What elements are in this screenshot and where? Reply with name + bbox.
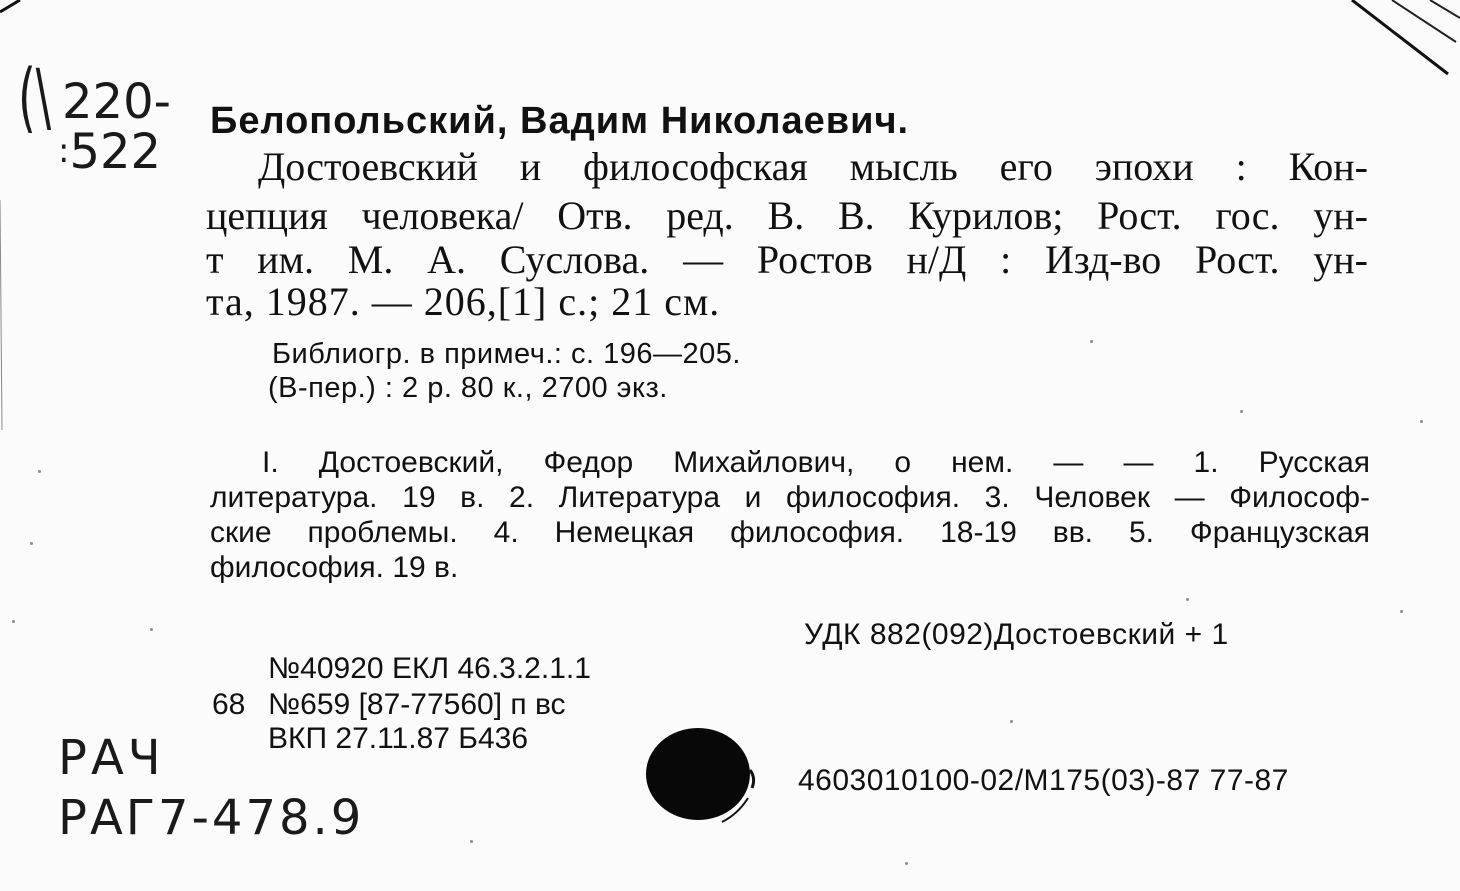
call-number-line1: 220- (62, 74, 171, 130)
title-line-1: Достоевский и философская мысль его эпохи : Кон- (258, 144, 1368, 189)
catalog-line-2: №659 [87-77560] п вс (268, 688, 566, 721)
subject-line-1: I. Достоевский, Федор Михайлович, о нем. — — 1. Русская (262, 446, 1370, 479)
subject-line-2: литература. 19 в. 2. Литература и философия. 3. Человек — Философ- (210, 481, 1370, 514)
code-line: 4603010100-02/М175(03)-87 77-87 (798, 764, 1289, 797)
title-line-3: т им. М. А. Суслова. — Ростов н/Д : Изд-во Рост. ун- (206, 237, 1368, 282)
note-bibliography: Библиогр. в примеч.: с. 196—205. (272, 338, 741, 370)
catalog-line-2-prefix: 68 (212, 688, 246, 721)
author-heading: Белопольский, Вадим Николаевич. (210, 100, 910, 142)
catalog-line-3: ВКП 27.11.87 Б436 (268, 722, 529, 755)
title-line-4: та, 1987. — 206,[1] с.; 21 см. (206, 279, 721, 324)
call-number-bracket: (\ (18, 52, 52, 141)
udk-classification: УДК 882(092)Достоевский + 1 (804, 618, 1229, 651)
note-binding-price: (В-пер.) : 2 р. 80 к., 2700 экз. (268, 372, 668, 404)
catalog-line-1: №40920 ЕКЛ 46.3.2.1.1 (268, 652, 591, 685)
handwritten-mark-2: РАГ7-478.9 (58, 790, 365, 846)
punch-hole (640, 722, 780, 832)
call-number-line2: :522 (58, 124, 162, 180)
call-number-line2-value: 522 (69, 124, 162, 180)
subject-line-4: философия. 19 в. (210, 551, 459, 584)
title-line-2: цепция человека/ Отв. ред. В. В. Курилов; Рост. гос. ун- (206, 193, 1368, 238)
subject-line-3: ские проблемы. 4. Немецкая философия. 18-19 вв. 5. Французская (210, 516, 1370, 549)
handwritten-mark-1: РАЧ (58, 730, 165, 786)
